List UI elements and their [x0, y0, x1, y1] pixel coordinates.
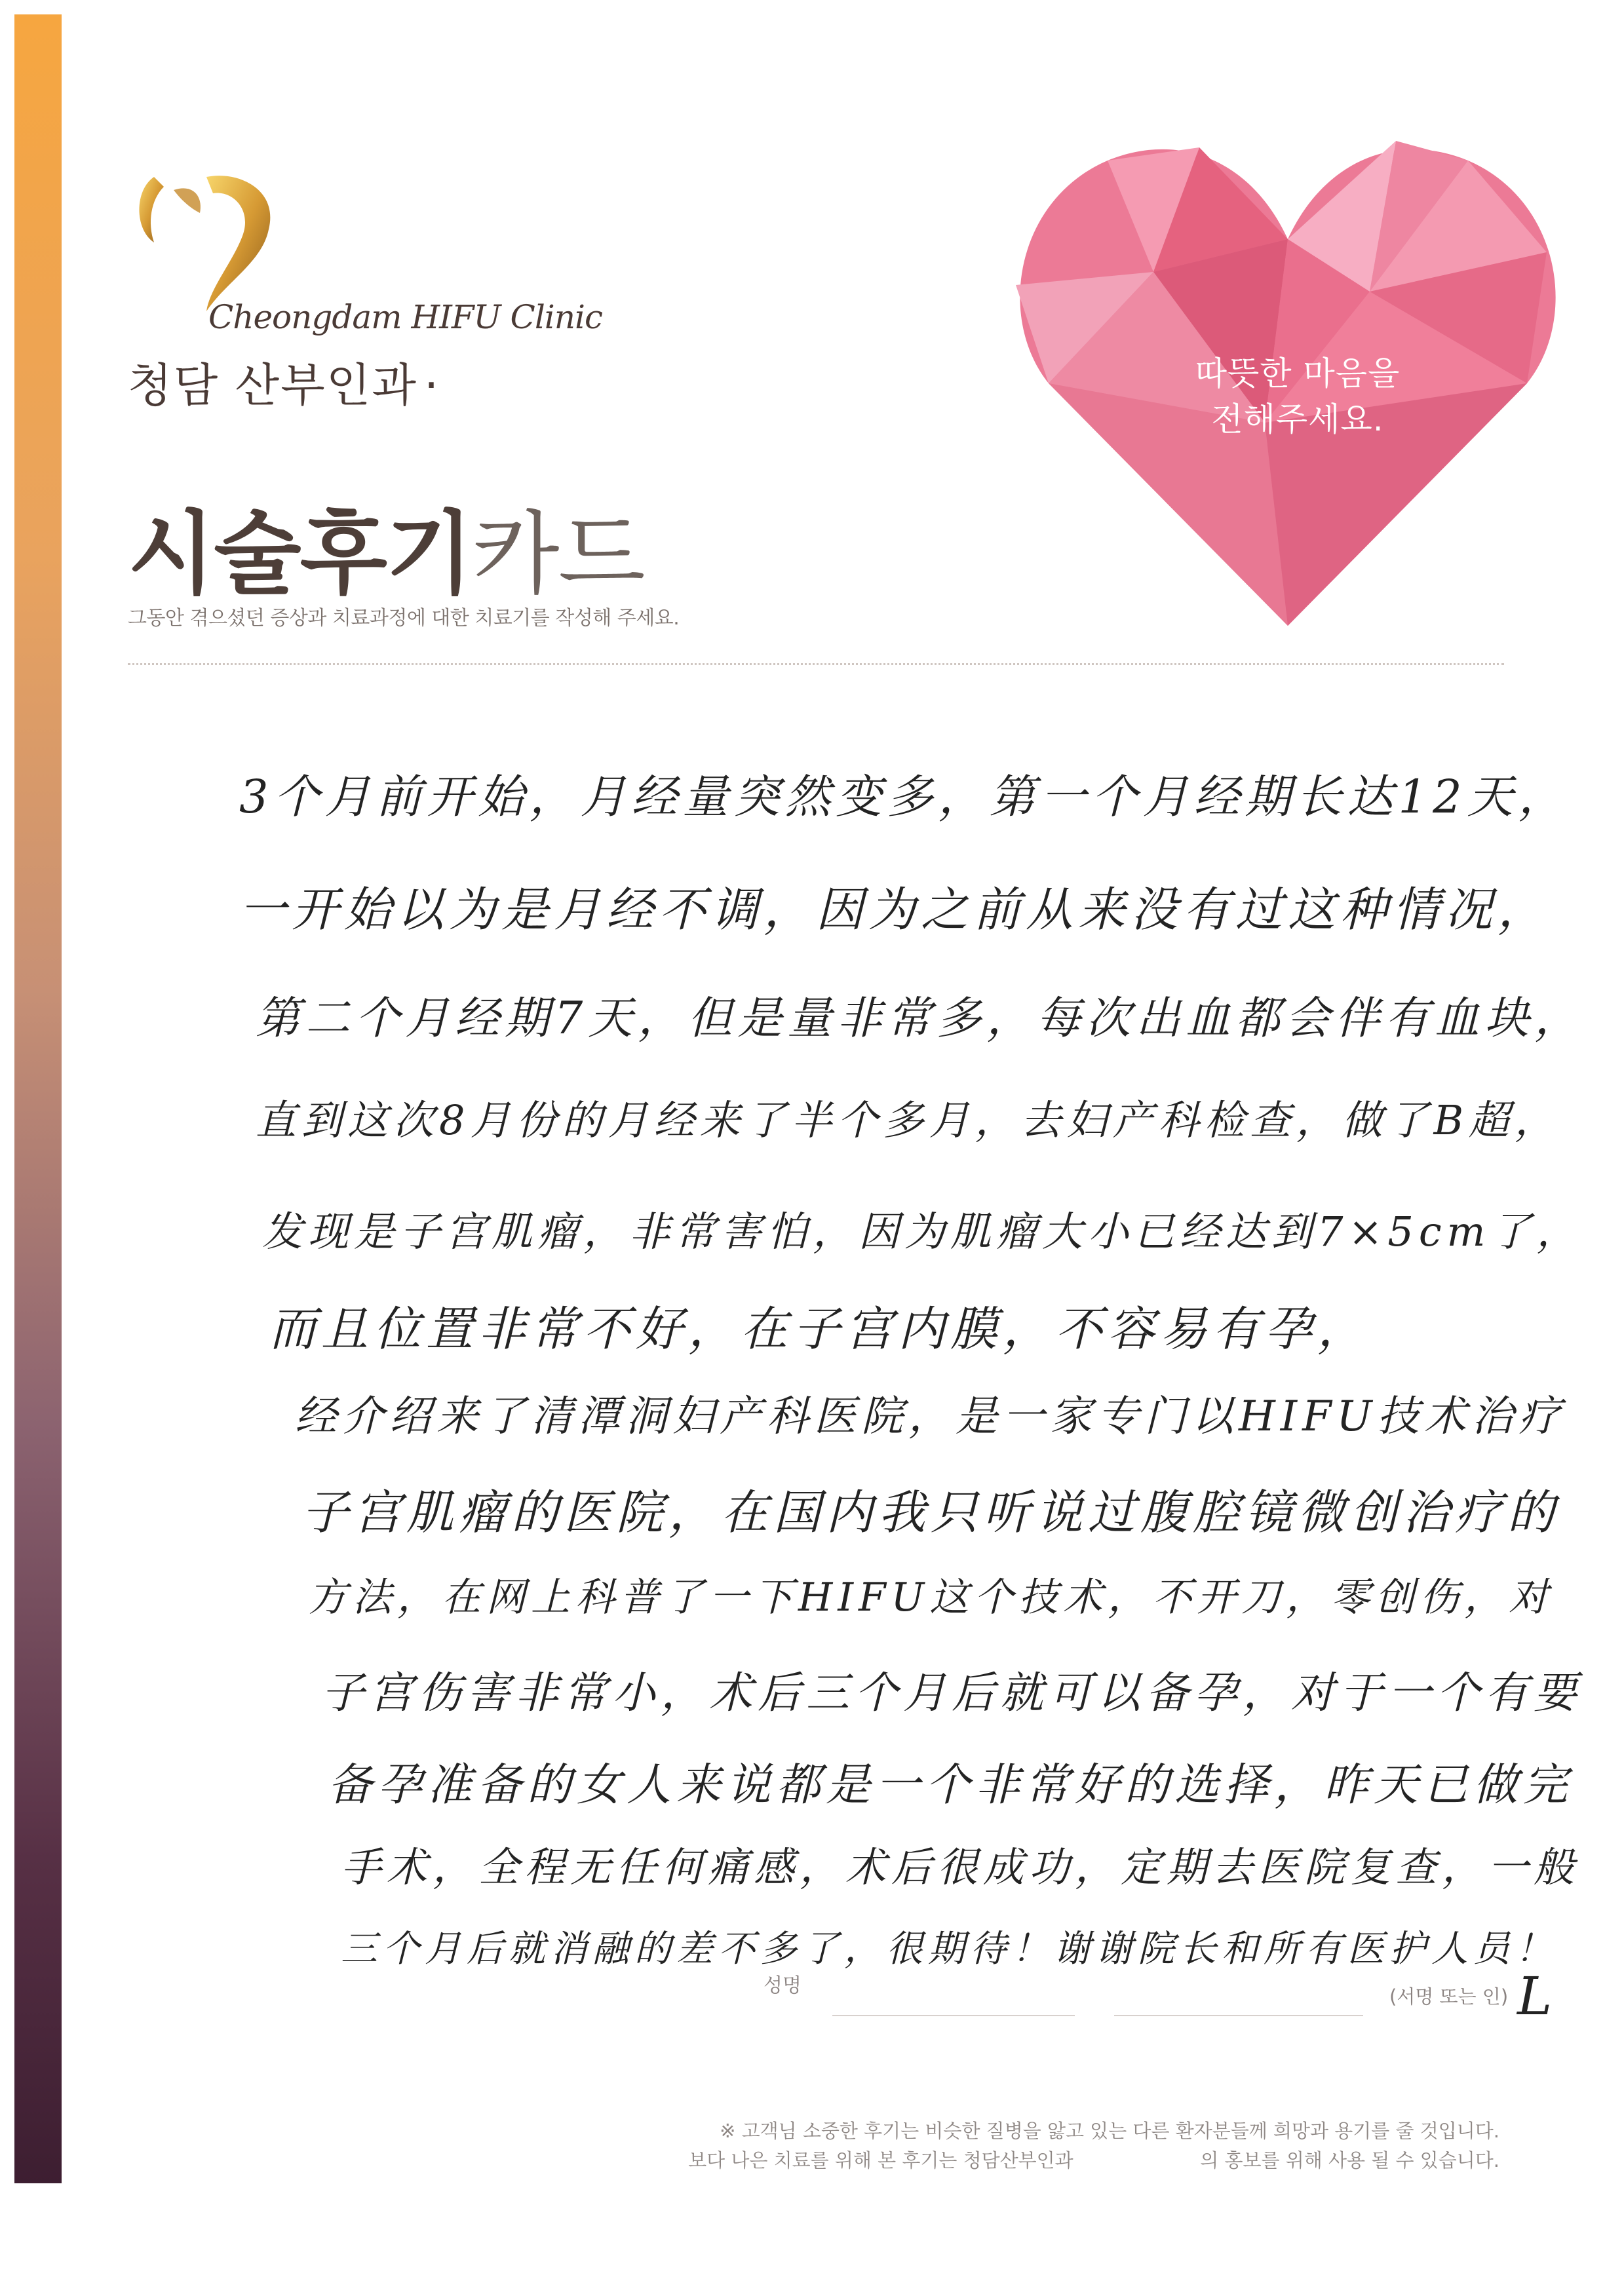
review-line: 方法，在网上科普了一下HIFU这个技术，不开刀，零创伤，对	[308, 1575, 1554, 1620]
card-title-main: 시술후기	[128, 501, 473, 607]
clinic-logo-icon	[128, 164, 298, 315]
card-title-light: 카드	[472, 501, 644, 607]
review-line: 直到这次8月份的月经来了半个多月，去妇产科检查，做了B超，	[256, 1096, 1561, 1144]
signature-hint: (서명 또는 인)	[1389, 1985, 1509, 2008]
heart-message-line2: 전해주세요.	[1211, 400, 1384, 438]
review-line: 而且位置非常不好，在子宫内膜，不容易有孕，	[269, 1301, 1370, 1356]
side-color-stripe	[14, 14, 62, 2183]
review-line: 三个月后就消融的差不多了，很期待！谢谢院长和所有医护人员！	[341, 1928, 1557, 1970]
clinic-name-korean	[128, 349, 440, 415]
signature-line	[1114, 2015, 1363, 2016]
review-line: 手术，全程无任何痛感，术后很成功，定期去医院复查，一般	[341, 1843, 1580, 1891]
review-line: 备孕准备的女人来说都是一个非常好的选择，昨天已做完	[328, 1759, 1574, 1811]
review-line: 3个月前开始，月经量突然变多，第一个月经期长达12天，	[239, 770, 1570, 824]
footer-note-line2: 보다 나은 치료를 위해 본 후기는 청담산부인과 의 홍보를 위해 사용 될 수 있습니다.	[688, 2149, 1499, 2172]
signature-mark: L	[1517, 1966, 1553, 2027]
signature-line	[832, 2015, 1075, 2016]
clinic-name-korean-text: 청담 산부인과	[128, 358, 417, 412]
clinic-name-dot: ·	[423, 358, 440, 412]
clinic-name-english: Cheongdam HIFU Clinic	[208, 298, 602, 336]
signature-label: 성명	[764, 1974, 802, 1997]
review-line: 子宫肌瘤的医院，在国内我只听说过腹腔镜微创治疗的	[301, 1485, 1560, 1540]
header-divider	[128, 663, 1504, 665]
footer-note-line1: ※ 고객님 소중한 후기는 비슷한 질병을 앓고 있는 다른 환자분들께 희망과 용기를 줄 것입니다.	[720, 2120, 1499, 2142]
card-title	[128, 482, 644, 611]
heart-message	[1160, 351, 1435, 442]
review-line: 子宫伤害非常小，术后三个月后就可以备孕，对于一个有要	[321, 1668, 1582, 1718]
card-subtitle: 그동안 겪으셨던 증상과 치료과정에 대한 치료기를 작성해 주세요.	[128, 607, 680, 630]
review-line: 经介绍来了清潭洞妇产科医院，是一家专门以HIFU技术治疗	[295, 1392, 1566, 1441]
review-line: 发现是子宫肌瘤，非常害怕，因为肌瘤大小已经达到7×5cm了，	[262, 1208, 1583, 1255]
heart-message-line1: 따뜻한 마음을	[1195, 354, 1401, 392]
review-line: 一开始以为是月经不调，因为之前从来没有过这种情况，	[239, 882, 1551, 937]
review-line: 第二个月经期7天，但是量非常多，每次出血都会伴有血块，	[256, 993, 1585, 1044]
